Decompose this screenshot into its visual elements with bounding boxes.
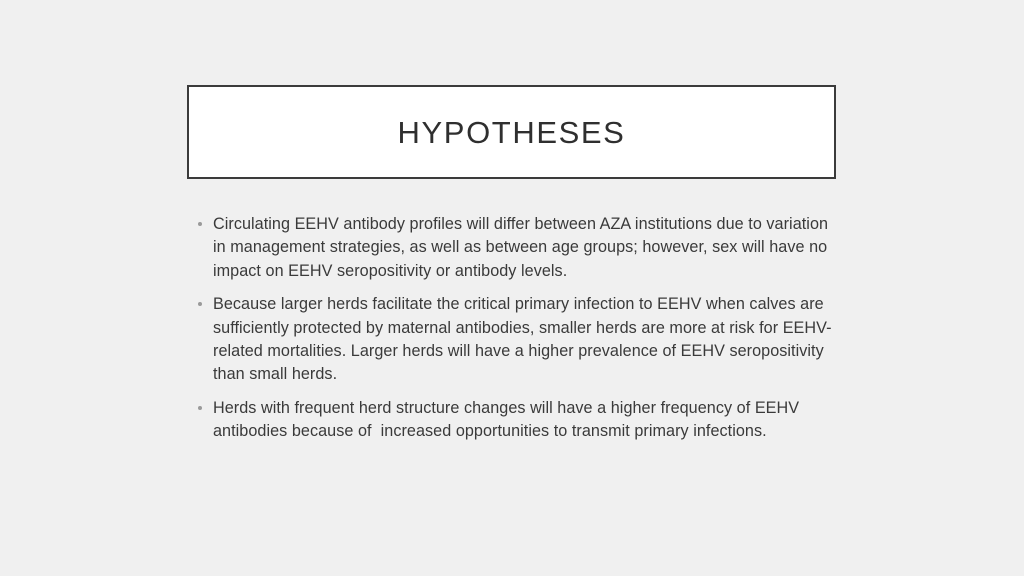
bullet-dot-icon — [196, 293, 213, 306]
list-item-text: Herds with frequent herd structure changes will have a higher frequency of EEHV antibodies because of increased opportunities to transmit primary infections. — [213, 398, 804, 441]
list-item-text: Circulating EEHV antibody profiles will differ between AZA institutions due to variation in management strategies, as well as between age groups; however, sex will have no impact on EEHV seropositivity or antibody levels. — [213, 215, 833, 280]
bullet-dot-icon — [196, 213, 213, 226]
slide-title-box — [187, 85, 836, 179]
list-item — [196, 293, 834, 387]
bullet-list — [196, 213, 834, 444]
list-item — [196, 213, 834, 283]
bullet-dot-icon — [196, 397, 213, 410]
list-item — [196, 397, 834, 444]
list-item-text: Because larger herds facilitate the critical primary infection to EEHV when calves are sufficiently protected by maternal antibodies, smaller herds are more at risk for EEHV-related mortalities. Larger herds will have a higher prevalence of EEHV seropositivity than small herds. — [213, 295, 832, 384]
slide-title: HYPOTHESES — [397, 114, 626, 150]
